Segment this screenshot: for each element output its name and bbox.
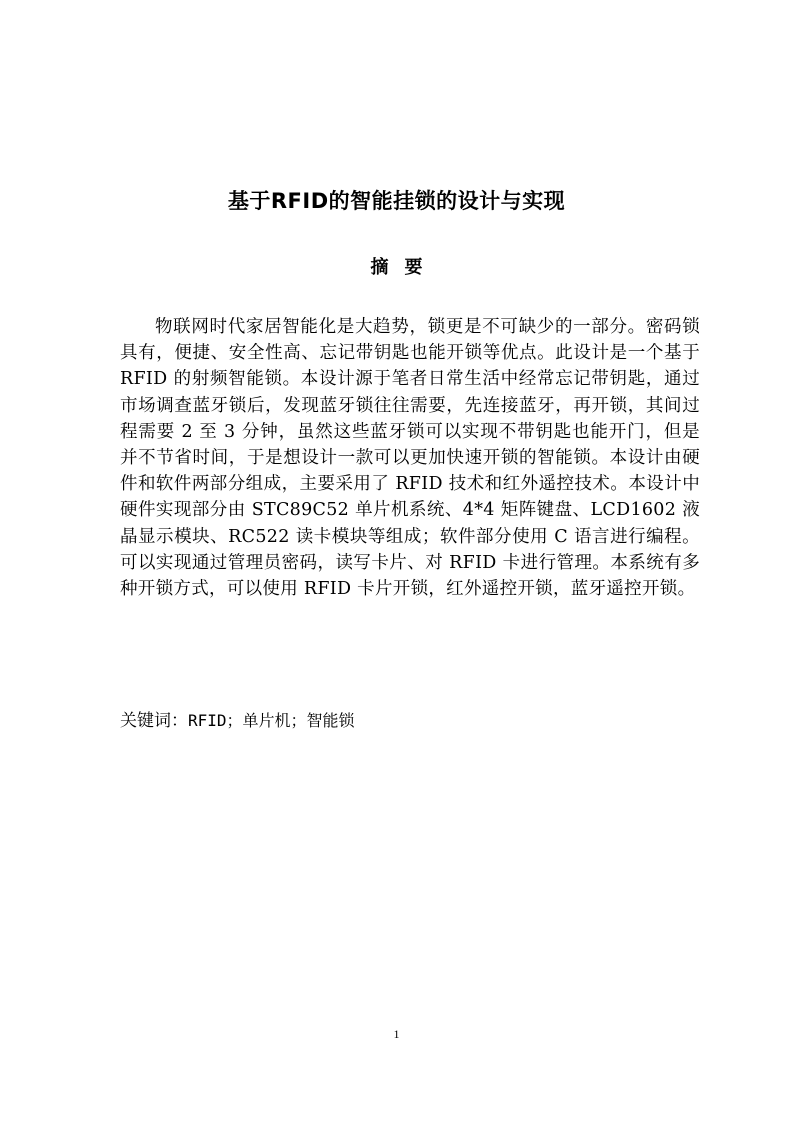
keywords-label: 关键词： (120, 711, 188, 731)
keywords-value: RFID；单片机；智能锁 (188, 711, 355, 730)
abstract-heading: 摘要 (370, 257, 439, 278)
abstract-body: 物联网时代家居智能化是大趋势，锁更是不可缺少的一部分。密码锁具有，便捷、安全性高、忘记带钥匙也能开锁等优点。此设计是一个基于 RFID 的射频智能锁。本设计源于笔者日常生活中经常忘记带钥匙，通过市场调查蓝牙锁后，发现蓝牙锁往往需要，先连接蓝牙，再开锁，其间过程需要 2 至 3 分钟，虽然这些蓝牙锁可以实现不带钥匙也能开门，但是并不节省时间，于是想设计一款可以更加快速开锁的智能锁。本设计由硬件和软件两部分组成，主要采用了 RFID 技术和红外遥控技术。本设计中硬件实现部分由 STC89C52 单片机系统、4*4 矩阵键盘、LCD1602 液晶显示模块、RC522 读卡模块等组成；软件部分使用 C 语言进行编程。可以实现通过管理员密码，读写卡片、对 RFID 卡进行管理。本系统有多种开锁方式，可以使用 RFID 卡片开锁，红外遥控开锁，蓝牙遥控开锁。 (120, 317, 700, 600)
document-title: 基于RFID的智能挂锁的设计与实现 (227, 189, 566, 213)
page-number: 1 (393, 1027, 400, 1041)
keywords-line (120, 709, 355, 733)
